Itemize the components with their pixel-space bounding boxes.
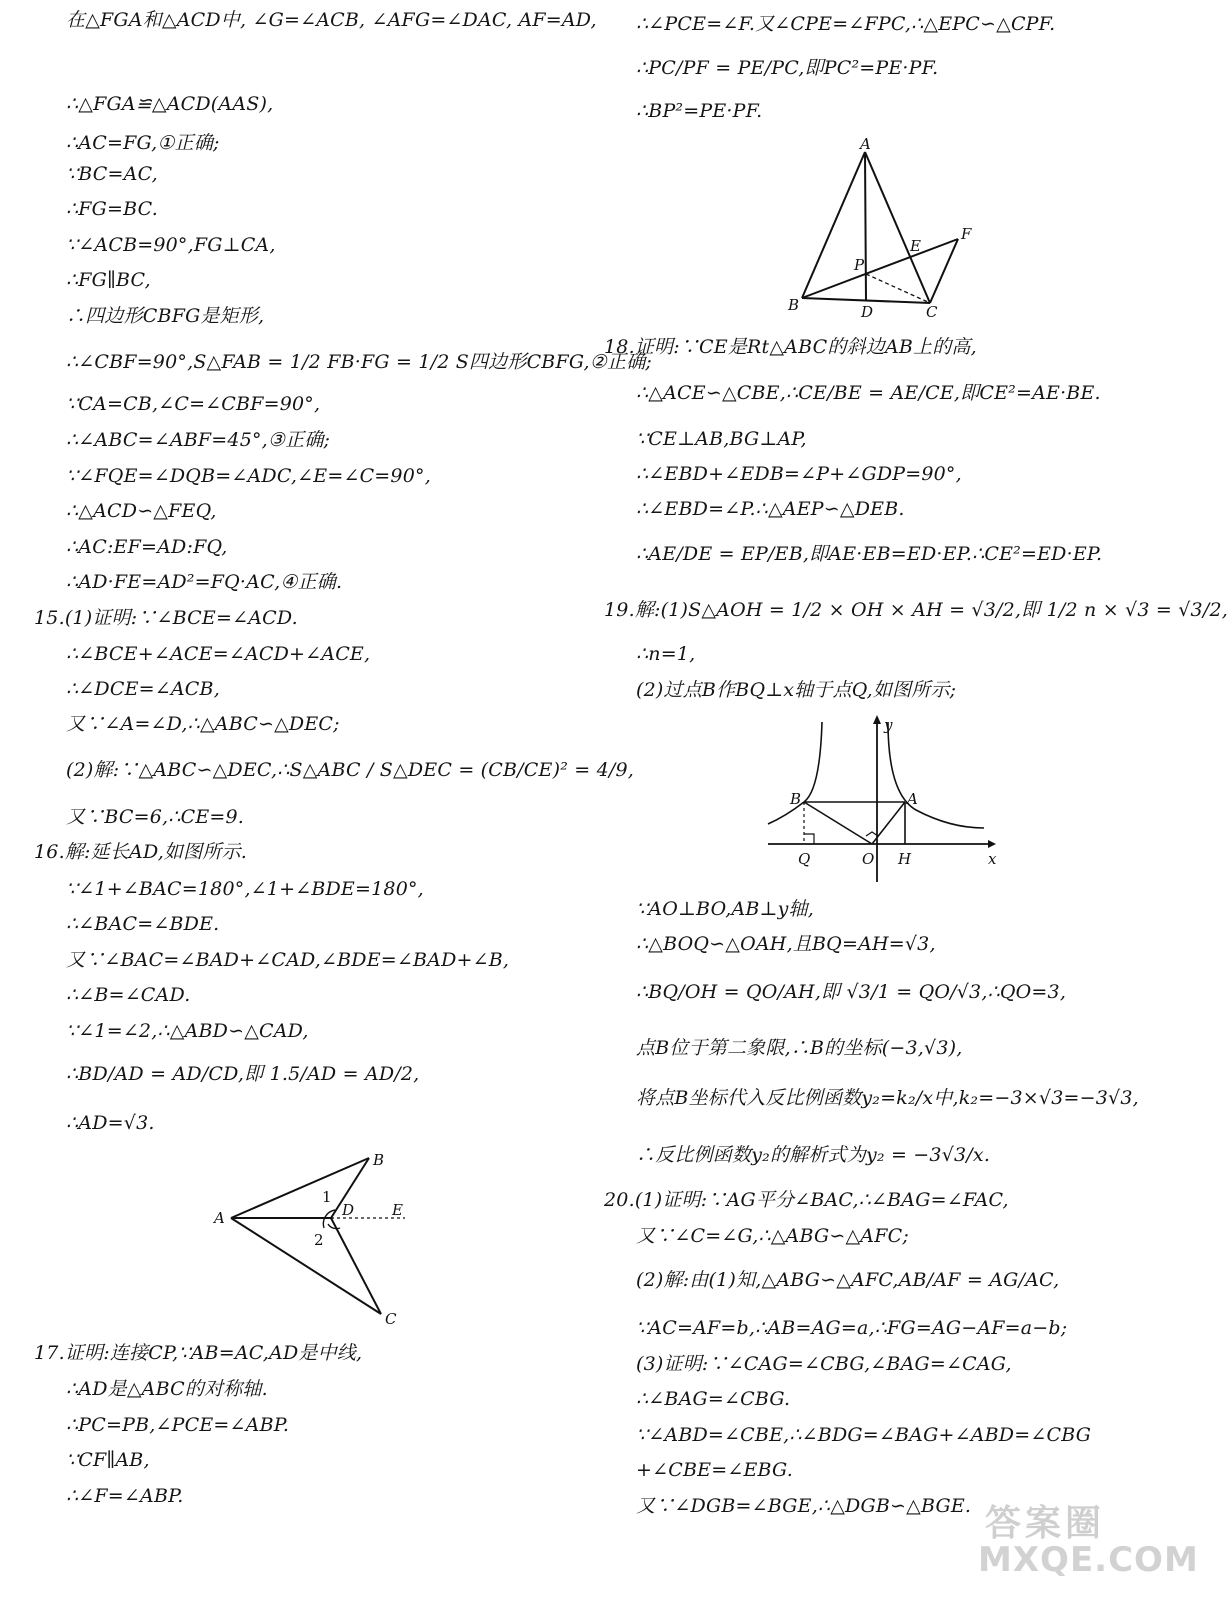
line: ∴n=1, xyxy=(636,643,696,665)
figure-16-diagram xyxy=(200,1140,440,1340)
label-y: y xyxy=(884,716,893,734)
label-o: O xyxy=(862,850,875,868)
line: +∠CBE=∠EBG. xyxy=(636,1459,793,1481)
line: ∴四边形CBFG是矩形, xyxy=(66,305,265,327)
line: (2)解:∵△ABC∽△DEC,∴S△ABC / S△DEC = (CB/CE)² = 4/9, xyxy=(66,759,635,781)
segment-dc xyxy=(331,1218,381,1314)
figure-19-graph xyxy=(760,712,1000,887)
y-axis-arrow xyxy=(873,715,881,724)
line: ∵∠1=∠2,∴△ABD∽△CAD, xyxy=(66,1020,309,1042)
line: ∴BQ/OH = QO/AH,即 √3/1 = QO/√3,∴QO=3, xyxy=(636,981,1067,1003)
line: ∴PC/PF = PE/PC,即PC²=PE·PF. xyxy=(636,57,939,79)
label-e: E xyxy=(910,237,921,255)
line: 又∵∠C=∠G,∴△ABG∽△AFC; xyxy=(636,1225,909,1247)
label-d: D xyxy=(861,303,874,321)
label-angle-2: 2 xyxy=(314,1231,324,1249)
line: ∵AO⊥BO,AB⊥y轴, xyxy=(636,898,814,920)
line: (2)解:由(1)知,△ABG∽△AFC,AB/AF = AG/AC, xyxy=(636,1269,1060,1291)
line: ∴BD/AD = AD/CD,即 1.5/AD = AD/2, xyxy=(66,1063,420,1085)
line: ∵BC=AC, xyxy=(66,163,158,185)
label-b: B xyxy=(788,296,800,314)
line: ∴FG∥BC, xyxy=(66,269,151,291)
line: ∴∠BCE+∠ACE=∠ACD+∠ACE, xyxy=(66,643,371,665)
line: 点B位于第二象限,∴B的坐标(−3,√3), xyxy=(636,1037,963,1059)
x-axis-arrow xyxy=(988,840,996,848)
line: ∴∠CBF=90°,S△FAB = 1/2 FB·FG = 1/2 S四边形CBFG,②正确; xyxy=(66,351,653,373)
line: ∴∠BAG=∠CBG. xyxy=(636,1388,791,1410)
label-f: F xyxy=(961,225,972,243)
figure-17-diagram xyxy=(780,135,980,320)
hyperbola-right-branch xyxy=(888,722,984,828)
label-a: A xyxy=(214,1209,225,1227)
label-angle-1: 1 xyxy=(322,1188,332,1206)
label-h: H xyxy=(898,850,912,868)
line: ∴FG=BC. xyxy=(66,198,158,220)
label-d: D xyxy=(342,1201,355,1219)
line: 将点B坐标代入反比例函数y₂=k₂/x中,k₂=−3×√3=−3√3, xyxy=(636,1087,1139,1109)
problem-19: 19.解:(1)S△AOH = 1/2 × OH × AH = √3/2,即 1/2 n × √3 = √3/2, xyxy=(604,599,1228,621)
problem-18: 18.证明:∵CE是Rt△ABC的斜边AB上的高, xyxy=(604,336,977,358)
line: 又∵∠A=∠D,∴△ABC∽△DEC; xyxy=(66,713,340,735)
label-x: x xyxy=(988,850,997,868)
label-c: C xyxy=(385,1310,397,1328)
problem-16: 16.解:延长AD,如图所示. xyxy=(34,841,247,863)
label-a: A xyxy=(860,135,871,153)
line: ∴∠F=∠ABP. xyxy=(66,1485,184,1507)
line: ∵∠ABD=∠CBE,∴∠BDG=∠BAG+∠ABD=∠CBG xyxy=(636,1424,1092,1446)
label-b: B xyxy=(373,1151,385,1169)
line: ∴△FGA≌△ACD(AAS), xyxy=(66,93,274,115)
label-a: A xyxy=(907,790,918,808)
line: ∵CE⊥AB,BG⊥AP, xyxy=(636,428,807,450)
problem-17: 17.证明:连接CP,∵AB=AC,AD是中线, xyxy=(34,1342,363,1364)
line: ∴∠EBD+∠EDB=∠P+∠GDP=90°, xyxy=(636,463,962,485)
line: ∴AC:EF=AD:FQ, xyxy=(66,536,228,558)
line: ∴△ACE∽△CBE,∴CE/BE = AE/CE,即CE²=AE·BE. xyxy=(636,382,1101,404)
label-q: Q xyxy=(798,850,811,868)
segment-bf xyxy=(802,239,958,298)
segment-ad xyxy=(865,152,866,301)
line: ∴AD是△ABC的对称轴. xyxy=(66,1378,268,1400)
right-angle-q xyxy=(804,834,814,844)
line: ∵CA=CB,∠C=∠CBF=90°, xyxy=(66,393,321,415)
line: 在△FGA和△ACD中, ∠G=∠ACB, ∠AFG=∠DAC, AF=AD, xyxy=(66,9,597,31)
problem-20: 20.(1)证明:∵AG平分∠BAC,∴∠BAG=∠FAC, xyxy=(604,1189,1009,1211)
line: (3)证明:∵∠CAG=∠CBG,∠BAG=∠CAG, xyxy=(636,1353,1012,1375)
problem-15: 15.(1)证明:∵∠BCE=∠ACD. xyxy=(34,607,298,629)
line: ∴AD=√3. xyxy=(66,1112,155,1134)
line: ∴AD·FE=AD²=FQ·AC,④正确. xyxy=(66,571,343,593)
line: ∴∠DCE=∠ACB, xyxy=(66,678,220,700)
line: ∴BP²=PE·PF. xyxy=(636,100,763,122)
line: ∴△ACD∽△FEQ, xyxy=(66,500,217,522)
line: ∴∠B=∠CAD. xyxy=(66,984,191,1006)
label-c: C xyxy=(926,303,938,321)
watermark-logo-text: 答案圈 xyxy=(985,1503,1106,1544)
line: ∵AC=AF=b,∴AB=AG=a,∴FG=AG−AF=a−b; xyxy=(636,1317,1068,1339)
line: ∵CF∥AB, xyxy=(66,1449,150,1471)
line: 又∵∠DGB=∠BGE,∴△DGB∽△BGE. xyxy=(636,1495,972,1517)
label-b: B xyxy=(790,790,802,808)
watermark-url: MXQE.COM xyxy=(978,1540,1199,1580)
line: ∴△BOQ∽△OAH,且BQ=AH=√3, xyxy=(636,933,936,955)
line: ∴PC=PB,∠PCE=∠ABP. xyxy=(66,1414,290,1436)
line: ∴AE/DE = EP/EB,即AE·EB=ED·EP.∴CE²=ED·EP. xyxy=(636,543,1103,565)
line: (2)过点B作BQ⊥x轴于点Q,如图所示; xyxy=(636,679,957,701)
line: ∴∠EBD=∠P.∴△AEP∽△DEB. xyxy=(636,498,905,520)
line: ∴AC=FG,①正确; xyxy=(66,132,220,154)
line: ∴∠ABC=∠ABF=45°,③正确; xyxy=(66,429,331,451)
line: ∴∠PCE=∠F.又∠CPE=∠FPC,∴△EPC∽△CPF. xyxy=(636,13,1056,35)
label-e: E xyxy=(392,1201,403,1219)
line: ∵∠ACB=90°,FG⊥CA, xyxy=(66,234,276,256)
segment-ab xyxy=(802,152,865,298)
segment-ac xyxy=(231,1218,381,1314)
line: ∴反比例函数y₂的解析式为y₂ = −3√3/x. xyxy=(636,1144,991,1166)
line: ∵∠1+∠BAC=180°,∠1+∠BDE=180°, xyxy=(66,878,424,900)
line: 又∵BC=6,∴CE=9. xyxy=(66,806,245,828)
line: ∵∠FQE=∠DQB=∠ADC,∠E=∠C=90°, xyxy=(66,465,431,487)
line: 又∵∠BAC=∠BAD+∠CAD,∠BDE=∠BAD+∠B, xyxy=(66,949,510,971)
segment-ac xyxy=(865,152,930,303)
line: ∴∠BAC=∠BDE. xyxy=(66,913,220,935)
label-p: P xyxy=(854,256,865,274)
